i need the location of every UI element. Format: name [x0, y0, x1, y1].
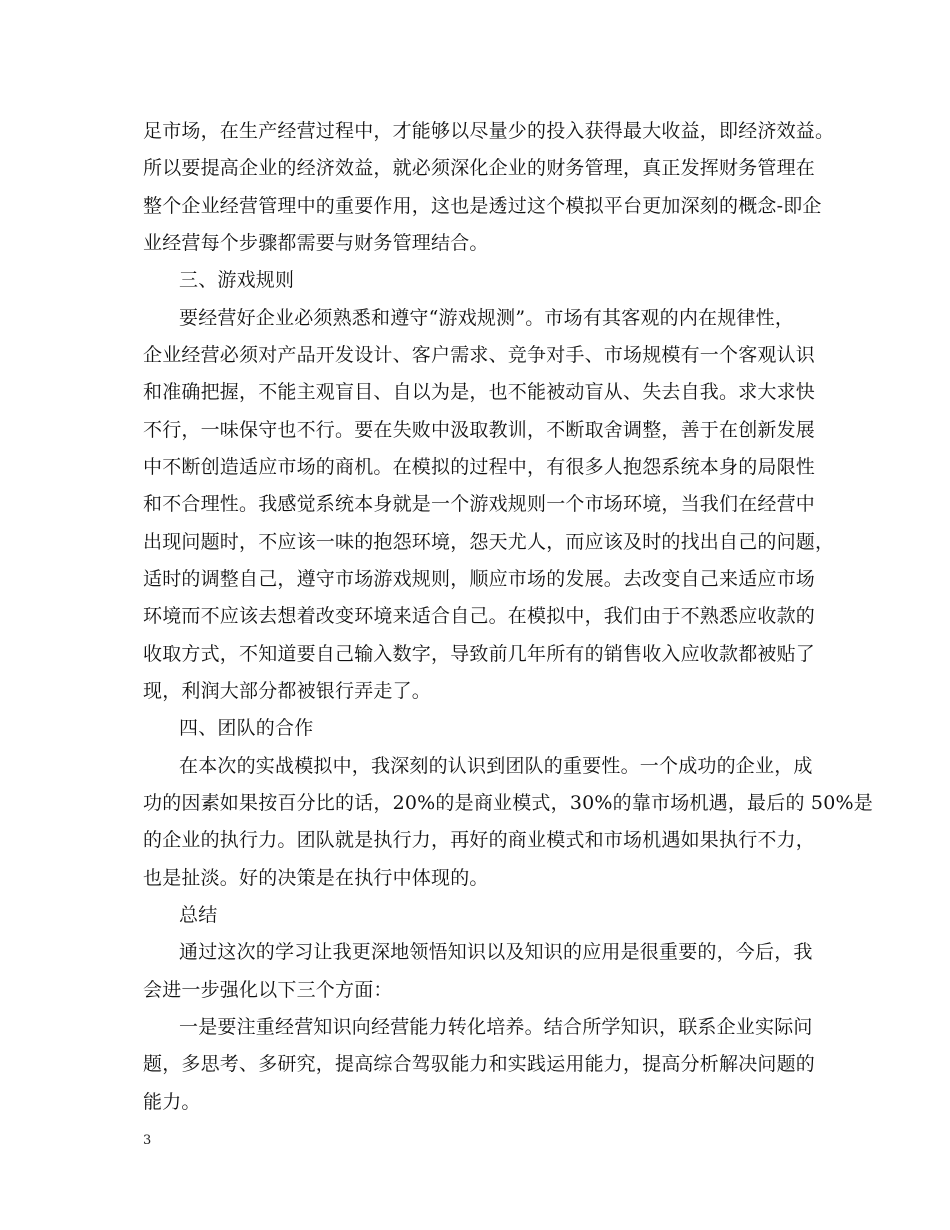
text-line: 适时的调整自己，遵守市场游戏规则，顺应市场的发展。去改变自己来适应市场: [143, 568, 816, 590]
text-line: 一是要注重经营知识向经营能力转化培养。结合所学知识，联系企业实际问: [179, 1016, 813, 1038]
text-line: 环境而不应该去想着改变环境来适合自己。在模拟中，我们由于不熟悉应收款的: [143, 605, 816, 627]
text-line: 出现问题时，不应该一味的抱怨环境，怨天尤人，而应该及时的找出自己的问题，: [143, 531, 835, 553]
text-line: 在本次的实战模拟中，我深刻的认识到团队的重要性。一个成功的企业，成: [179, 755, 813, 777]
text-line: 和不合理性。我感觉系统本身就是一个游戏规则一个市场环境，当我们在经营中: [143, 493, 816, 515]
section-heading-summary: 总结: [179, 904, 218, 926]
text-line: 所以要提高企业的经济效益，就必须深化企业的财务管理，真正发挥财务管理在: [143, 157, 816, 179]
text-line: 中不断创造适应市场的商机。在模拟的过程中，有很多人抱怨系统本身的局限性: [143, 456, 816, 478]
text-line: 要经营好企业必须熟悉和遵守“游戏规测”。市场有其客观的内在规律性，: [179, 307, 795, 329]
text-line: 整个企业经营管理中的重要作用，这也是透过这个模拟平台更加深刻的概念-即企: [143, 195, 822, 217]
text-line: 业经营每个步骤都需要与财务管理结合。: [143, 232, 489, 254]
text-line: 和准确把握，不能主观盲目、自以为是，也不能被动盲从、失去自我。求大求快: [143, 381, 816, 403]
text-line: 现，利润大部分都被银行弄走了。: [143, 680, 432, 702]
text-line: 不行，一味保守也不行。要在失败中汲取教训，不断取舍调整，善于在创新发展: [143, 419, 816, 441]
text-line: 也是扯淡。好的决策是在执行中体现的。: [143, 867, 489, 889]
section-heading-game-rules: 三、游戏规则: [179, 269, 295, 291]
section-heading-teamwork: 四、团队的合作: [179, 717, 314, 739]
text-line: 能力。: [143, 1091, 201, 1113]
text-line: 企业经营必须对产品开发设计、客户需求、竞争对手、市场规模有一个客观认识: [143, 344, 816, 366]
text-line: 的企业的执行力。团队就是执行力，再好的商业模式和市场机遇如果执行不力，: [143, 829, 816, 851]
text-line: 会进一步强化以下三个方面：: [143, 979, 393, 1001]
text-line: 功的因素如果按百分比的话，20%的是商业模式，30%的靠市场机遇，最后的 50%是: [143, 792, 873, 814]
text-line: 收取方式，不知道要自己输入数字，导致前几年所有的销售收入应收款都被贴了: [143, 643, 816, 665]
page-number: 3: [143, 1133, 152, 1148]
text-line: 通过这次的学习让我更深地领悟知识以及知识的应用是很重要的，今后，我: [179, 941, 813, 963]
text-line: 足市场，在生产经营过程中，才能够以尽量少的投入获得最大收益，即经济效益。: [143, 120, 835, 142]
text-line: 题，多思考、多研究，提高综合驾驭能力和实践运用能力，提高分析解决问题的: [143, 1053, 816, 1075]
